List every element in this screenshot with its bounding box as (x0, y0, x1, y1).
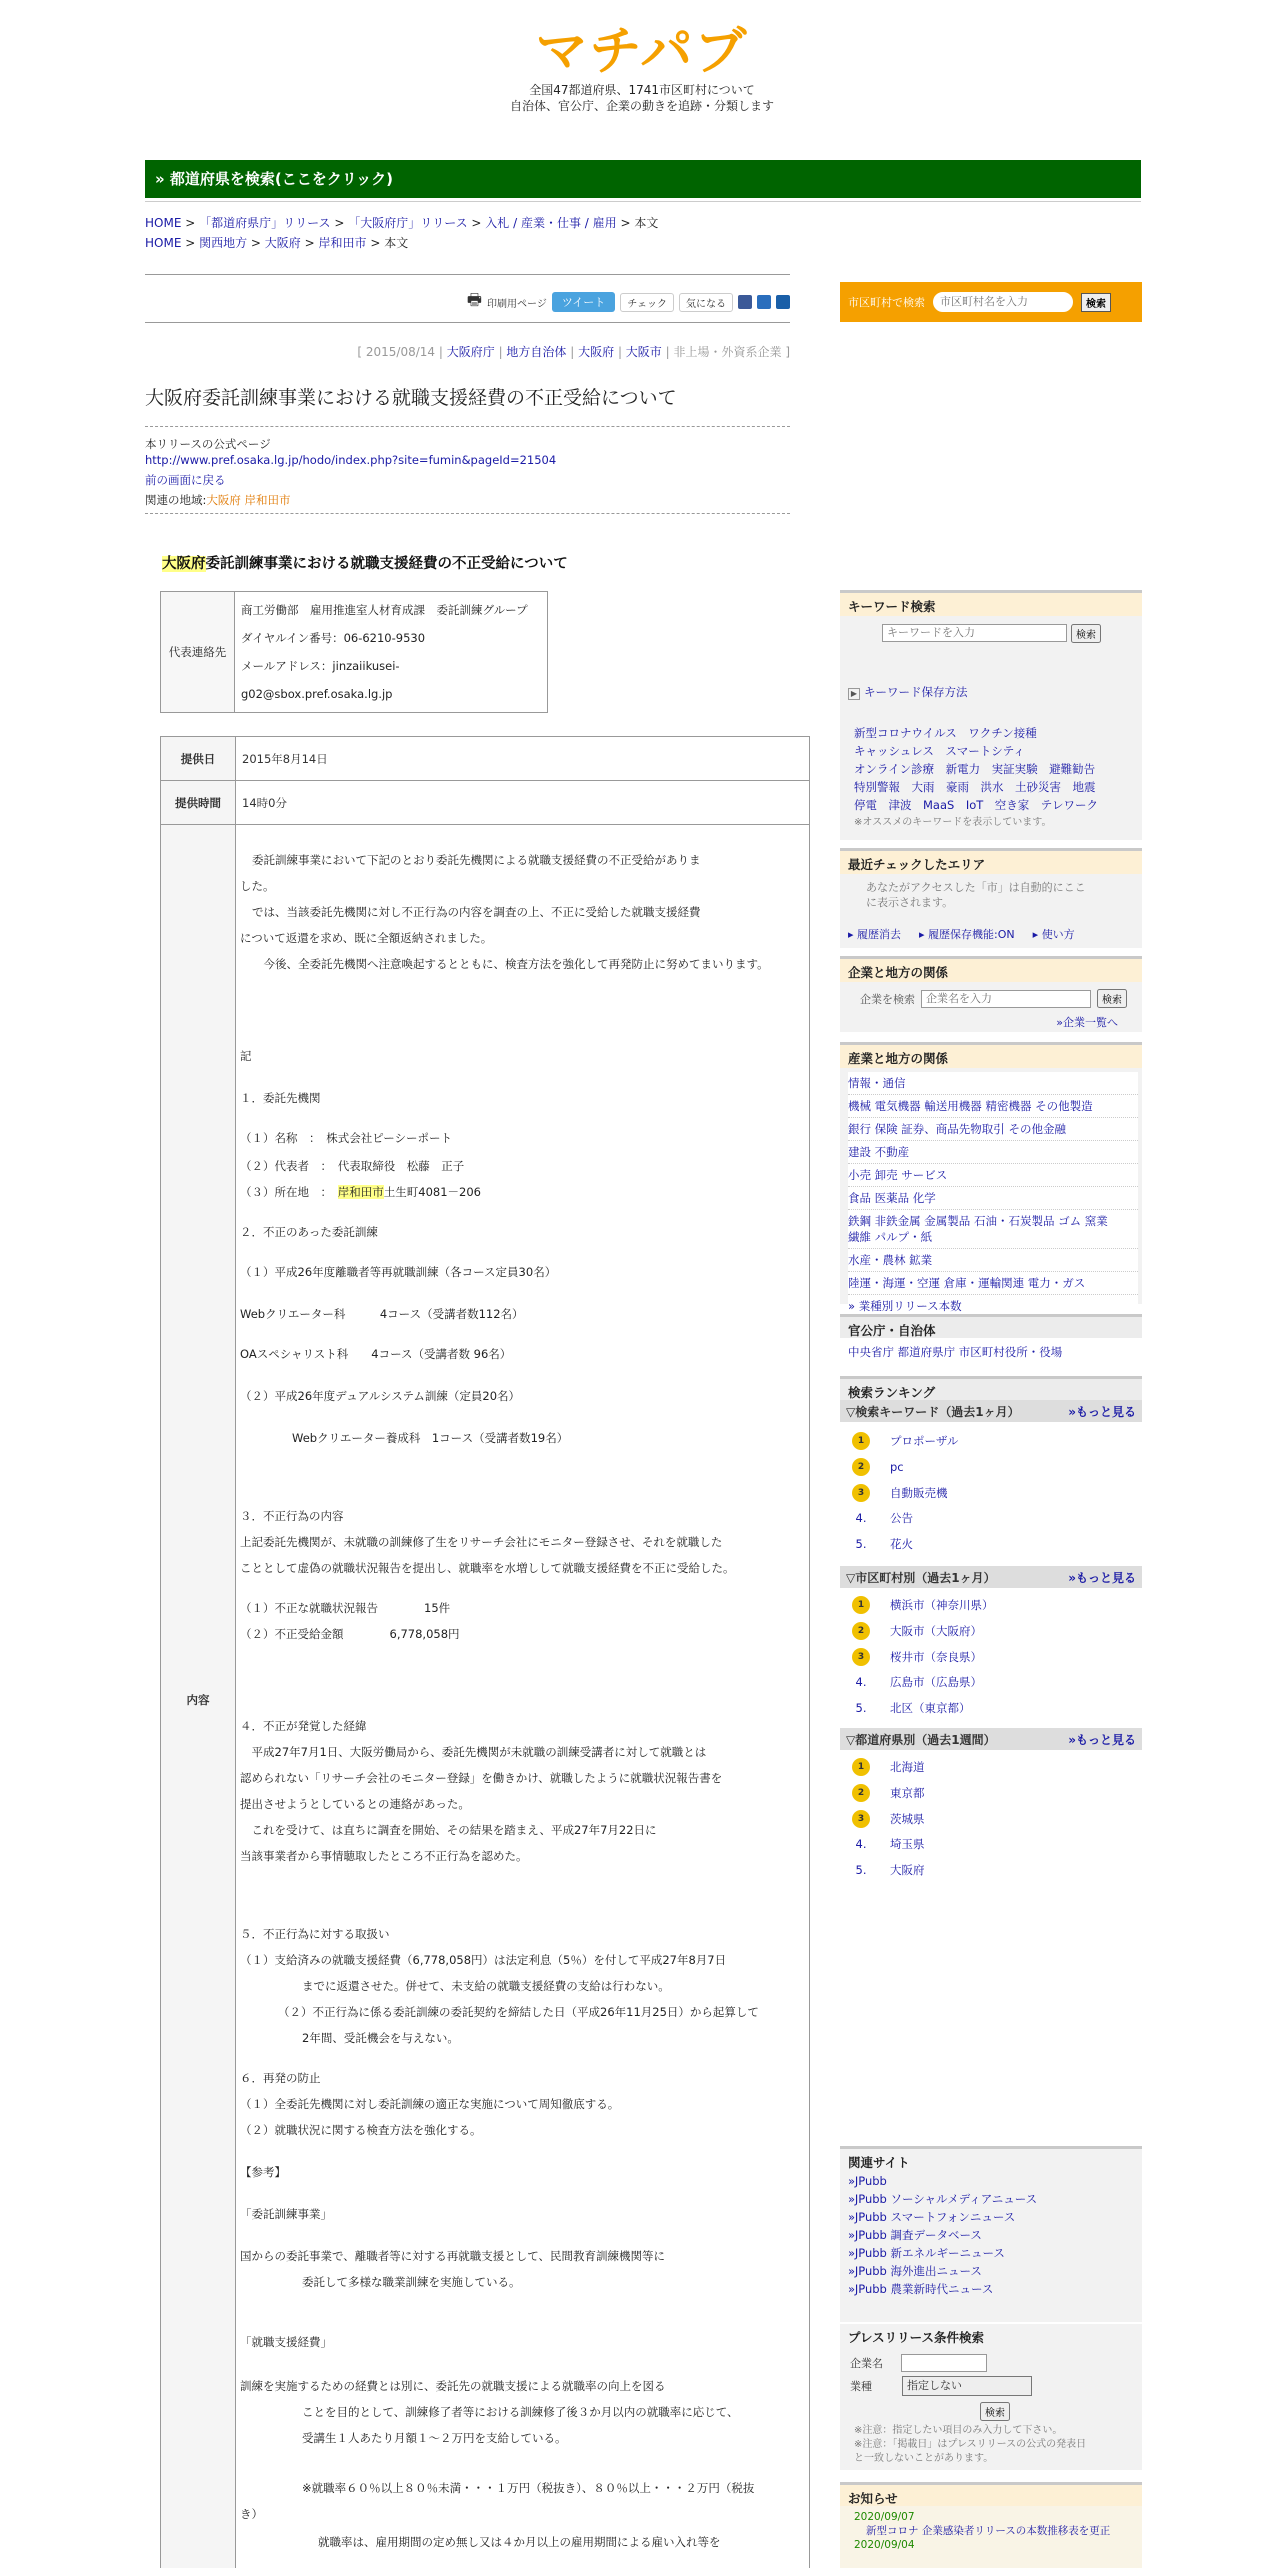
press-note-line: ※注意：「掲載日」はプレスリリースの公式の発表日 (854, 2439, 1087, 2450)
source-label: 本リリースの公式ページ (145, 437, 271, 451)
source-block (145, 436, 556, 508)
content-label: 内容 (161, 825, 236, 2568)
body-line: （２）平成26年度デュアルシステム訓練（定員20名） (240, 1389, 521, 1403)
site-logo[interactable]: マチパブ (535, 22, 749, 82)
industry-item[interactable]: 銀行 保険 証券、商品先物取引 その他金融 (848, 1118, 1138, 1141)
keyword-save-label: キーワード保存方法 (864, 685, 968, 699)
industry-item[interactable]: 情報・通信 (848, 1072, 1138, 1095)
divider (145, 201, 1141, 202)
press-search-title: プレスリリース条件検索 (840, 2324, 1142, 2348)
breadcrumb-osaka[interactable]: 大阪府 (264, 236, 301, 250)
keyword-note: ※オススメのキーワードを表示しています。 (854, 817, 1052, 828)
date-value: 2015年8月14日 (236, 737, 809, 781)
city-search-button[interactable]: 検索 (1081, 293, 1111, 312)
body-line: 委託して多様な職業訓練を実施している。 (302, 2275, 521, 2289)
tagline-1: 全国47都道府県、1741市区町村について (529, 83, 755, 97)
industry-item[interactable]: 陸運・海運・空運 倉庫・運輸関連 電力・ガス (848, 1272, 1138, 1295)
gold-medal-icon: 1 (852, 1596, 870, 1614)
gov-box (840, 1314, 1142, 1368)
industry-item[interactable]: 食品 医薬品 化学 (848, 1187, 1138, 1210)
body-line: 記 (240, 1049, 252, 1063)
clear-history[interactable]: ▸ 履歴消去 (848, 928, 902, 941)
body-line: ３．不正行為の内容 (240, 1509, 344, 1523)
body-line: これを受けて、 (240, 1823, 332, 1837)
gov-title: 官公庁・自治体 (840, 1314, 1142, 1338)
body-line: 就職率は、雇用期間の定め無し又は４か月以上の雇用期間による雇い入れ等を (318, 2535, 721, 2549)
related-link[interactable]: »JPubb (848, 2174, 887, 2188)
body-line: き） (240, 2507, 263, 2521)
body-line: 「委託訓練事業」 (240, 2207, 332, 2221)
gold-medal-icon: 1 (852, 1432, 870, 1450)
breadcrumb-home[interactable]: HOME (145, 216, 182, 230)
ranking-prefs-head (840, 1728, 1142, 1750)
print-link[interactable]: 印刷用ページ (487, 298, 547, 310)
gold-medal-icon: 1 (852, 1758, 870, 1776)
city-search (840, 282, 1142, 322)
keyword-save-link[interactable] (848, 684, 968, 700)
breadcrumb: HOME > 「都道府県庁」リリース > 「大阪府庁」リリース > 入札 / 産業・仕事 / 雇用 > 本文 (145, 216, 659, 230)
history-toggle-label: 履歴保存機能:ON (928, 928, 1015, 941)
region-label: 関連の地域: (145, 493, 207, 507)
body-line: （２）不正行為に係る委託訓練の委託契約を締結した日（平成26年11月25日）から起算して (278, 2005, 759, 2019)
press-notes (854, 2424, 1086, 2466)
divider (145, 426, 790, 427)
tag-osaka-pref[interactable]: 大阪府 (578, 345, 615, 359)
keyword-search-box (840, 590, 1142, 840)
body-line: （１）平成26年度離職者等再就職訓練（各コース定員30名） (240, 1265, 557, 1279)
body-line: ２．不正のあった委託訓練 (240, 1225, 378, 1239)
news-date: 2020/09/07 (854, 2511, 915, 2523)
body-line: 上記委託先機関が、未就職の訓練修了生をリサーチ会社にモニター登録させ、それを就職した (240, 1535, 723, 1549)
body-line: 2年間、受託機会を与えない。 (302, 2031, 459, 2045)
related-link[interactable]: »JPubb 調査データベース (848, 2228, 982, 2242)
related-link[interactable]: »JPubb ソーシャルメディアニュース (848, 2192, 1038, 2206)
body-line: １．委託先機関 (240, 1091, 321, 1105)
release-date: 2015/08/14 (365, 345, 436, 359)
company-list-link[interactable]: »企業一覧へ (1056, 1016, 1118, 1029)
breadcrumb-kansai[interactable]: 関西地方 (199, 236, 248, 250)
body-line: （２）不正受給金額 6,778,058円 (240, 1627, 460, 1641)
company-search-label: 企業を検索 (860, 992, 915, 1006)
press-search-button[interactable]: 検索 (980, 2402, 1010, 2421)
industry-list (848, 1072, 1138, 1318)
industry-line: 鉄鋼 非鉄金属 金属製品 石油・石炭製品 ゴム 窯業 (848, 1214, 1108, 1228)
recent-area-title: 最近チェックしたエリア (840, 848, 1142, 874)
keyword-row[interactable]: 新型コロナウイルス ワクチン接種 (854, 726, 1037, 740)
ranking-item[interactable]: 茨城県 (890, 1812, 925, 1826)
region-link[interactable]: 大阪府 岸和田市 (206, 493, 291, 507)
body-line: ４．不正が発覚した経緯 (240, 1719, 367, 1733)
ranking-item[interactable]: 公告 (890, 1511, 913, 1525)
related-link[interactable]: »JPubb 海外進出ニュース (848, 2264, 982, 2278)
keyword-row[interactable]: 特別警報 大雨 豪雨 洪水 土砂災害 地震 (854, 780, 1096, 794)
rank-number: 5. (855, 1701, 867, 1715)
breadcrumb-kishiwada[interactable]: 岸和田市 (318, 236, 367, 250)
prefecture-search-bar[interactable]: » 都道府県を検索(ここをクリック) (145, 160, 1141, 198)
press-note-line: ※注意：指定したい項目のみ入力して下さい。 (854, 2425, 1063, 2436)
breadcrumb-current: 本文 (384, 236, 409, 250)
city-search-input[interactable] (933, 292, 1073, 312)
ranking-item[interactable]: 埼玉県 (890, 1837, 925, 1851)
body-line: Webクリエーター養成科 1コース（受講者数19名） (292, 1431, 569, 1445)
tag-osaka-city[interactable]: 大阪市 (625, 345, 662, 359)
related-sites-list (840, 2170, 1142, 2300)
news-box (840, 2482, 1142, 2568)
tag-line: [ 2015/08/14 | 大阪府庁 | 地方自治体 | 大阪府 | 大阪市 | 非上場・外資系企業 ] (357, 345, 790, 359)
body-line: ※就職率６０％以上８０％未満・・・１万円（税抜き）、８０％以上・・・２万円（税抜 (302, 2481, 755, 2495)
body-line: 受講生１人あたり月額１～２万円を支給している。 (302, 2431, 567, 2445)
news-list (840, 2506, 1142, 2552)
ranking-item[interactable]: 桜井市（奈良県） (890, 1650, 982, 1664)
print-icon[interactable]: 🖶 (466, 289, 483, 309)
bronze-medal-icon: 3 (852, 1810, 870, 1828)
bookmark-icon[interactable] (757, 295, 771, 309)
ranking-item[interactable]: 大阪府 (890, 1863, 925, 1877)
contact-email: メールアドレス：jinzaiikusei-g02@sbox.pref.osaka.lg.jp (241, 659, 400, 701)
article-title: 大阪府委託訓練事業における就職支援経費の不正受給について (145, 387, 677, 409)
time-label: 提供時間 (161, 781, 236, 825)
tag-osaka-office[interactable]: 大阪府庁 (446, 345, 495, 359)
company-search-button[interactable]: 検索 (1097, 989, 1127, 1008)
usage-label: 使い方 (1041, 928, 1075, 941)
body-line: 訓練を実施するための経費とは別に、委託先の就職支援による就職率の向上を図る (240, 2379, 666, 2393)
ranking-item[interactable]: 広島市（広島県） (890, 1675, 982, 1689)
industry-line: 繊維 パルプ・紙 (848, 1230, 933, 1244)
body-line: ５．不正行為に対する取扱い (240, 1927, 390, 1941)
clear-history-label: 履歴消去 (857, 928, 902, 941)
body-line: 当該事業者から事情聴取したところ不正行為を認めた。 (240, 1849, 528, 1863)
ranking-cities-title: ▽市区町村別（過去1ヶ月） (846, 1571, 996, 1585)
silver-medal-icon: 2 (852, 1622, 870, 1640)
industry-item[interactable]: 建設 不動産 (848, 1141, 1138, 1164)
breadcrumb-prefectures[interactable]: 「都道府県庁」リリース (199, 216, 331, 230)
ranking-prefs-more[interactable]: »もっと見る (1068, 1733, 1136, 1747)
highlight: 岸和田市 (337, 1185, 384, 1199)
time-value: 14時0分 (236, 781, 809, 825)
contact-phone: ダイヤルイン番号：06-6210-9530 (241, 631, 426, 645)
content-table (160, 736, 810, 2568)
body-line: 【参考】 (240, 2165, 286, 2179)
breadcrumb-osaka-office[interactable]: 「大阪府庁」リリース (348, 216, 468, 230)
like-button[interactable]: 気になる (679, 293, 733, 312)
industry-item[interactable]: 小売 卸売 サービス (848, 1164, 1138, 1187)
contact-dept: 商工労働部 雇用推進室人材育成課 委託訓練グループ (241, 603, 528, 617)
ranking-cities-head (840, 1566, 1142, 1588)
keyword-row[interactable]: 停電 津波 MaaS IoT 空き家 テレワーク (854, 798, 1099, 812)
article-subtitle (162, 552, 568, 573)
body-line: 土生町4081－206 (383, 1185, 481, 1199)
ranking-item[interactable]: 東京都 (890, 1786, 925, 1800)
keyword-row[interactable]: オンライン診療 新電力 実証実験 避難勧告 (854, 762, 1096, 776)
industry-more-link[interactable]: » 業種別リリース本数 (848, 1295, 1138, 1318)
company-label: 企業名 (850, 2357, 883, 2370)
body-line: （１）名称 ： 株式会社ピーシーポート (240, 1131, 453, 1145)
body-line: 今後、全委託先機関へ注意喚起するとともに、検査方法を強化して再発防止に努めてまいります。 (252, 957, 769, 971)
usage-link[interactable]: ▸ 使い方 (1032, 928, 1075, 941)
rank-number: 4. (855, 1511, 867, 1525)
press-note-line: と一致しないことがあります。 (854, 2453, 994, 2464)
body-line: 認められない「リサーチ会社のモニター登録」を働きかけ、就職したように就職状況報告書を (240, 1771, 723, 1785)
body-line: について返還を求め、既に全額返納されました。 (240, 931, 493, 945)
related-link[interactable]: »JPubb 新エネルギーニュース (848, 2246, 1005, 2260)
ranking-item[interactable]: プロポーザル (890, 1434, 959, 1448)
ranking-item[interactable]: 北海道 (890, 1760, 925, 1774)
ranking-keywords-head (840, 1400, 1142, 1422)
body-line: 委託訓練事業において下記のとおり委託先機関による就職支援経費の不正受給がありま (252, 853, 701, 867)
body-line: （１）全委託先機関に対し委託訓練の適正な実施について周知徹底する。 (240, 2097, 620, 2111)
contact-label: 代表連絡先 (161, 592, 235, 713)
industry-item[interactable]: 水産・農林 鉱業 (848, 1249, 1138, 1272)
check-button[interactable]: チェック (620, 293, 674, 312)
recent-note-line: あなたがアクセスした「市」は自動的にここ (866, 881, 1086, 894)
body-line: （２）代表者 ： 代表取締役 松藤 正子 (240, 1159, 465, 1173)
recent-actions (848, 926, 1075, 942)
keyword-input[interactable] (882, 624, 1067, 642)
gov-links[interactable]: 中央省庁 都道府県庁 市区町村役所・役場 (848, 1345, 1063, 1359)
bronze-medal-icon: 3 (852, 1484, 870, 1502)
ranking-item[interactable]: 大阪市（大阪府） (890, 1624, 982, 1638)
body-line: （１）支給済みの就職支援経費（6,778,058円）は法定利息（5％）を付して平成27年8月7日 (240, 1953, 727, 1967)
tag-local-gov[interactable]: 地方自治体 (506, 345, 567, 359)
body-line: は直ちに調査を開始、その結果を踏まえ、平成27年7月22日に (331, 1823, 657, 1837)
share-bar (430, 290, 790, 314)
body-line: （３）所在地 ： (240, 1185, 338, 1199)
industry-select[interactable]: 指定しない (902, 2376, 1032, 2396)
body-line: までに返還させた。併せて、未支給の就職支援経費の支給は行わない。 (302, 1979, 670, 1993)
history-toggle[interactable]: ▸ 履歴保存機能:ON (919, 928, 1015, 941)
rank-number: 4. (855, 1837, 867, 1851)
tagline-2: 自治体、官公庁、企業の動きを追跡・分類します (509, 99, 774, 113)
body-line: 「就職支援経費」 (240, 2335, 332, 2349)
breadcrumb-current: 本文 (634, 216, 659, 230)
related-link[interactable]: »JPubb 農業新時代ニュース (848, 2282, 994, 2296)
silver-medal-icon: 2 (852, 1784, 870, 1802)
site-header (0, 22, 1284, 114)
play-icon: ▶ (848, 688, 860, 700)
ranking-cities-more[interactable]: »もっと見る (1068, 1571, 1136, 1585)
body-line: 平成27年7月1日、大阪労働局から、委託先機関が未就職の訓練受講者に対して就職とは (240, 1745, 707, 1759)
body-line: 提出させようとしているとの連絡があった。 (240, 1797, 470, 1811)
ranking-item[interactable]: 花火 (890, 1537, 913, 1551)
press-company-input[interactable] (901, 2354, 987, 2372)
related-sites-title: 関連サイト (840, 2146, 1142, 2170)
ranking-item[interactable]: 自動販売機 (890, 1486, 948, 1500)
body-line: （２）就職状況に関する検査方法を強化する。 (240, 2123, 482, 2137)
press-search-box (840, 2324, 1142, 2470)
tumblr-icon[interactable] (738, 295, 752, 309)
keyword-search-button[interactable]: 検索 (1071, 624, 1101, 643)
contact-table (160, 591, 548, 713)
ranking-title: 検索ランキング (840, 1376, 1142, 1400)
body-line: した。 (240, 879, 275, 893)
recent-area-box (840, 848, 1142, 948)
rank-number: 4. (855, 1675, 867, 1689)
subtitle-text: 委託訓練事業における就職支援経費の不正受給について (205, 556, 568, 572)
news-item[interactable]: 新型コロナ 企業感染者リリースの本数推移表を更正 (866, 2525, 1111, 2537)
body-line: Webクリエーター科 4コース（受講者数112名） (240, 1307, 524, 1321)
breadcrumb-region: HOME > 関西地方 > 大阪府 > 岸和田市 > 本文 (145, 236, 409, 250)
ranking-item[interactable]: pc (890, 1460, 904, 1474)
ranking-item[interactable]: 北区（東京都） (890, 1701, 971, 1715)
keyword-list (854, 724, 1098, 832)
date-label: 提供日 (161, 737, 236, 781)
body-line: 国からの委託事業で、離職者等に対する再就職支援として、民間教育訓練機関等に (240, 2249, 666, 2263)
recent-note-line: に表示されます。 (866, 896, 954, 909)
keyword-row[interactable]: キャッシュレス スマートシティ (854, 744, 1025, 758)
bronze-medal-icon: 3 (852, 1648, 870, 1666)
body-line: ことを目的として、訓練修了者等における訓練修了後３か月以内の就職率に応じて、 (302, 2405, 739, 2419)
industry-item[interactable]: 機械 電気機器 輸送用機器 精密機器 その他製造 (848, 1095, 1138, 1118)
industry-item[interactable] (848, 1210, 1138, 1249)
silver-medal-icon: 2 (852, 1458, 870, 1476)
share-icon[interactable] (776, 295, 790, 309)
rank-number: 5. (855, 1863, 867, 1877)
body-line: OAスペシャリスト科 4コース（受講者数 96名） (240, 1347, 512, 1361)
ranking-keywords-more[interactable]: »もっと見る (1068, 1405, 1136, 1419)
related-sites-box (840, 2146, 1142, 2322)
ranking-prefs-title: ▽都道府県別（過去1週間） (846, 1733, 996, 1747)
tweet-button[interactable]: ツイート (552, 292, 615, 312)
body-line: ６．再発の防止 (240, 2071, 321, 2085)
back-link[interactable]: 前の画面に戻る (145, 473, 226, 487)
divider (145, 513, 790, 514)
contact-detail (235, 592, 548, 713)
divider (145, 274, 790, 275)
breadcrumb-home[interactable]: HOME (145, 236, 182, 250)
tag-unlisted[interactable]: 非上場・外資系企業 (673, 345, 782, 359)
body-line: （１）不正な就職状況報告 15件 (240, 1601, 451, 1615)
breadcrumb-category[interactable]: 入札 / 産業・仕事 / 雇用 (485, 216, 617, 230)
source-url[interactable]: http://www.pref.osaka.lg.jp/hodo/index.php?site=fumin&pageId=21504 (145, 453, 557, 467)
ranking-item[interactable]: 横浜市（神奈川県） (890, 1598, 994, 1612)
divider (145, 322, 790, 323)
body-line: では、当該委託先機関に対し不正行為の内容を調査の上、不正に受給した就職支援経費 (252, 905, 701, 919)
news-date: 2020/09/04 (854, 2539, 915, 2551)
recent-note (866, 880, 1086, 910)
news-title: お知らせ (840, 2482, 1142, 2506)
company-box (840, 956, 1142, 1032)
company-title: 企業と地方の関係 (840, 956, 1142, 982)
related-link[interactable]: »JPubb スマートフォンニュース (848, 2210, 1016, 2224)
city-search-label: 市区町村で検索 (848, 296, 925, 309)
body-line: こととして虚偽の就職状況報告を提出し、就職率を水増しして就職支援経費を不正に受給した。 (240, 1561, 735, 1575)
keyword-search-title: キーワード検索 (840, 590, 1142, 616)
ranking-keywords-title: ▽検索キーワード（過去1ヶ月） (846, 1405, 1020, 1419)
rank-number: 5. (855, 1537, 867, 1551)
industry-label: 業種 (850, 2380, 872, 2393)
highlight: 大阪府 (162, 556, 206, 572)
company-input[interactable] (921, 990, 1091, 1008)
industry-title: 産業と地方の関係 (840, 1042, 1142, 1068)
